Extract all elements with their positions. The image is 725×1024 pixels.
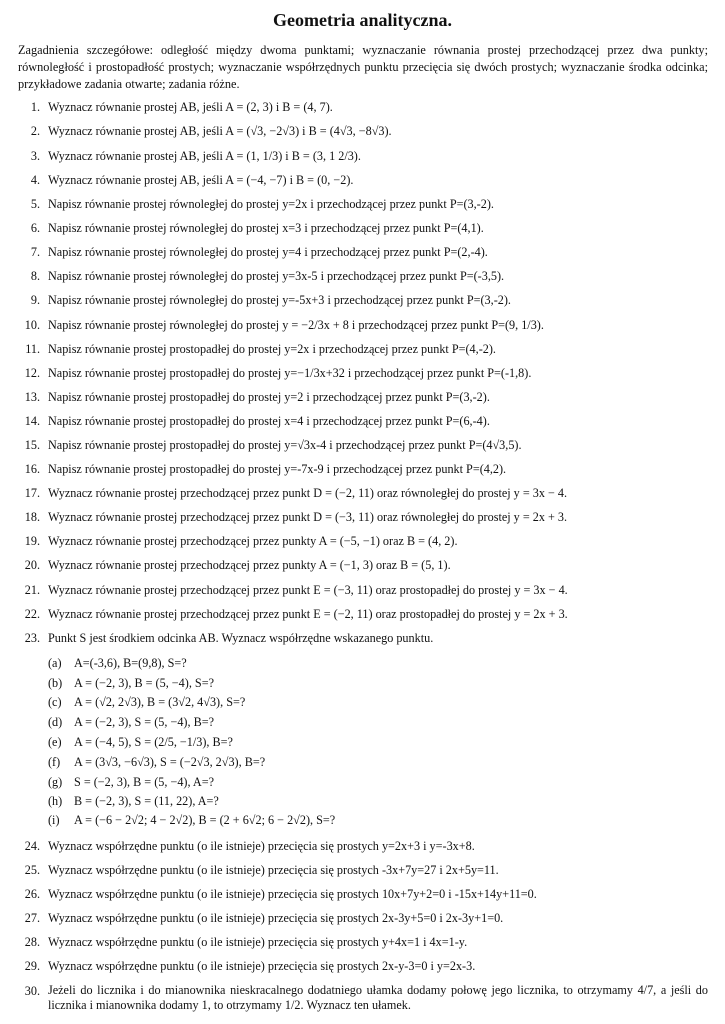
subproblem-label: (a) <box>48 656 62 670</box>
problem-text: Napisz równanie prostej prostopadłej do prostej y=−1/3x+32 i przechodzącej przez punkt P=(-1,8). <box>48 366 532 380</box>
problem-text: Wyznacz współrzędne punktu (o ile istnieje) przecięcia się prostych -3x+7y=27 i 2x+5y=11. <box>48 863 499 877</box>
subproblem-text: A = (−2, 3), B = (5, −4), S=? <box>74 676 214 690</box>
problem-text: Wyznacz równanie prostej AB, jeśli A = (1, 1/3) i B = (3, 1 2/3). <box>48 149 361 163</box>
problem-number: 6. <box>30 221 40 235</box>
subproblem-text: S = (−2, 3), B = (5, −4), A=? <box>74 775 214 789</box>
subproblem-text: B = (−2, 3), S = (11, 22), A=? <box>74 794 219 808</box>
subproblem-text: A=(-3,6), B=(9,8), S=? <box>74 656 187 670</box>
problem-number: 5. <box>30 197 40 211</box>
problem-text: Wyznacz równanie prostej przechodzącej przez punkt D = (−2, 11) oraz równoległej do prostej y = 3x − 4. <box>48 486 568 500</box>
problem-number: 30. <box>24 984 40 998</box>
subproblem-label: (c) <box>48 695 62 709</box>
subproblem-label: (e) <box>48 735 62 749</box>
problem-number: 25. <box>24 863 40 877</box>
problem-text: Napisz równanie prostej równoległej do prostej y=3x-5 i przechodzącej przez punkt P=(-3,5). <box>48 269 505 283</box>
problem-number: 9. <box>30 293 40 307</box>
problem-number: 24. <box>24 839 40 853</box>
problem-text: Wyznacz równanie prostej AB, jeśli A = (2, 3) i B = (4, 7). <box>48 100 333 114</box>
problem-number: 12. <box>24 366 40 380</box>
problem-number: 4. <box>30 173 40 187</box>
problem-number: 20. <box>24 558 40 572</box>
problem-number: 18. <box>24 510 40 524</box>
problem-number: 13. <box>24 390 40 404</box>
subproblem-label: (g) <box>48 775 63 789</box>
problem-number: 2. <box>30 124 40 138</box>
problem-number: 8. <box>30 269 40 283</box>
problem-text: Napisz równanie prostej równoległej do prostej y=-5x+3 i przechodzącej przez punkt P=(3,-2). <box>48 293 511 307</box>
subproblem-label: (h) <box>48 794 63 808</box>
problem-text: Wyznacz współrzędne punktu (o ile istnieje) przecięcia się prostych y=2x+3 i y=-3x+8. <box>48 839 475 853</box>
subproblem-text: A = (−4, 5), S = (2/5, −1/3), B=? <box>74 735 233 749</box>
subproblem-text: A = (3√3, −6√3), S = (−2√3, 2√3), B=? <box>74 755 266 769</box>
subproblem-label: (b) <box>48 676 63 690</box>
problem-number: 27. <box>24 911 40 925</box>
problem-number: 10. <box>24 318 40 332</box>
problem-text: Napisz równanie prostej równoległej do prostej x=3 i przechodzącej przez punkt P=(4,1). <box>48 221 484 235</box>
problem-text: Wyznacz równanie prostej przechodzącej przez punkty A = (−5, −1) oraz B = (4, 2). <box>48 534 458 548</box>
problem-text: Wyznacz równanie prostej przechodzącej przez punkt E = (−3, 11) oraz prostopadłej do prostej y = 3x − 4. <box>48 583 568 597</box>
problem-number: 3. <box>30 149 40 163</box>
problem-number: 19. <box>24 534 40 548</box>
problem-text: Wyznacz współrzędne punktu (o ile istnieje) przecięcia się prostych 2x-3y+5=0 i 2x-3y+1=0. <box>48 911 504 925</box>
subproblem-text: A = (−2, 3), S = (5, −4), B=? <box>74 715 214 729</box>
problem-text: Wyznacz współrzędne punktu (o ile istnieje) przecięcia się prostych 10x+7y+2=0 i -15x+14y+11=0. <box>48 887 537 901</box>
problem-text: Napisz równanie prostej równoległej do prostej y=2x i przechodzącej przez punkt P=(3,-2). <box>48 197 494 211</box>
problem-number: 23. <box>24 631 40 645</box>
subproblem-label: (f) <box>48 755 61 769</box>
problem-text: Wyznacz równanie prostej przechodzącej przez punkty A = (−1, 3) oraz B = (5, 1). <box>48 558 451 572</box>
problem-text: Wyznacz równanie prostej AB, jeśli A = (−4, −7) i B = (0, −2). <box>48 173 354 187</box>
problem-text: Napisz równanie prostej prostopadłej do prostej y=2 i przechodzącej przez punkt P=(3,-2). <box>48 390 490 404</box>
subproblem-label: (i) <box>48 813 60 827</box>
problem-text: Napisz równanie prostej prostopadłej do prostej x=4 i przechodzącej przez punkt P=(6,-4). <box>48 414 490 428</box>
subproblem-text: A = (√2, 2√3), B = (3√2, 4√3), S=? <box>74 695 246 709</box>
subproblem-text: A = (−6 − 2√2; 4 − 2√2), B = (2 + 6√2; 6 − 2√2), S=? <box>74 813 336 827</box>
problem-text: Napisz równanie prostej prostopadłej do prostej y=-7x-9 i przechodzącej przez punkt P=(4,2). <box>48 462 507 476</box>
problem-text: Wyznacz współrzędne punktu (o ile istnieje) przecięcia się prostych y+4x=1 i 4x=1-y. <box>48 935 468 949</box>
problem-number: 1. <box>30 100 40 114</box>
problem-number: 14. <box>24 414 40 428</box>
problem-text: Napisz równanie prostej równoległej do prostej y=4 i przechodzącej przez punkt P=(2,-4). <box>48 245 488 259</box>
problem-number: 21. <box>24 583 40 597</box>
problem-number: 17. <box>24 486 40 500</box>
subproblem-label: (d) <box>48 715 63 729</box>
problem-number: 15. <box>24 438 40 452</box>
problem-number: 16. <box>24 462 40 476</box>
page-title: Geometria analityczna. <box>273 10 452 30</box>
problem-number: 29. <box>24 959 40 973</box>
problem-number: 28. <box>24 935 40 949</box>
problem-text: Napisz równanie prostej prostopadłej do prostej y=2x i przechodzącej przez punkt P=(4,-2). <box>48 342 496 356</box>
problem-text: Wyznacz równanie prostej przechodzącej przez punkt E = (−2, 11) oraz prostopadłej do prostej y = 2x + 3. <box>48 607 568 621</box>
problem-text: Jeżeli do licznika i do mianownika nieskracalnego dodatniego ułamka dodamy połowę jego licznika, to otrzymamy 4/7, a jeśli do licznika i mianownika dodamy 1, to otrzymamy 1/2. Wyznacz ten ułamek. <box>48 983 708 1012</box>
problem-number: 7. <box>30 245 40 259</box>
problem-number: 11. <box>25 342 40 356</box>
problem-text: Napisz równanie prostej prostopadłej do prostej y=√3x-4 i przechodzącej przez punkt P=(4√3,5). <box>48 438 522 452</box>
problem-text: Punkt S jest środkiem odcinka AB. Wyznacz współrzędne wskazanego punktu. <box>48 631 434 645</box>
problem-text: Wyznacz równanie prostej przechodzącej przez punkt D = (−3, 11) oraz równoległej do prostej y = 2x + 3. <box>48 510 568 524</box>
intro-paragraph: Zagadnienia szczegółowe: odległość między dwoma punktami; wyznaczanie równania prostej przechodzącej przez dwa punkty; równoległość i prostopadłość prostych; wyznaczanie współrzędnych punktu przecięcia się dwóch prostych; wyznaczanie środka odcinka; przykładowe zadania otwarte; zadania różne. <box>18 43 708 91</box>
problem-text: Wyznacz równanie prostej AB, jeśli A = (√3, −2√3) i B = (4√3, −8√3). <box>48 124 392 138</box>
problem-number: 26. <box>24 887 40 901</box>
problem-number: 22. <box>24 607 40 621</box>
problem-text: Wyznacz współrzędne punktu (o ile istnieje) przecięcia się prostych 2x-y-3=0 i y=2x-3. <box>48 959 476 973</box>
problem-text: Napisz równanie prostej równoległej do prostej y = −2/3x + 8 i przechodzącej przez punkt P=(9, 1/3). <box>48 318 544 332</box>
